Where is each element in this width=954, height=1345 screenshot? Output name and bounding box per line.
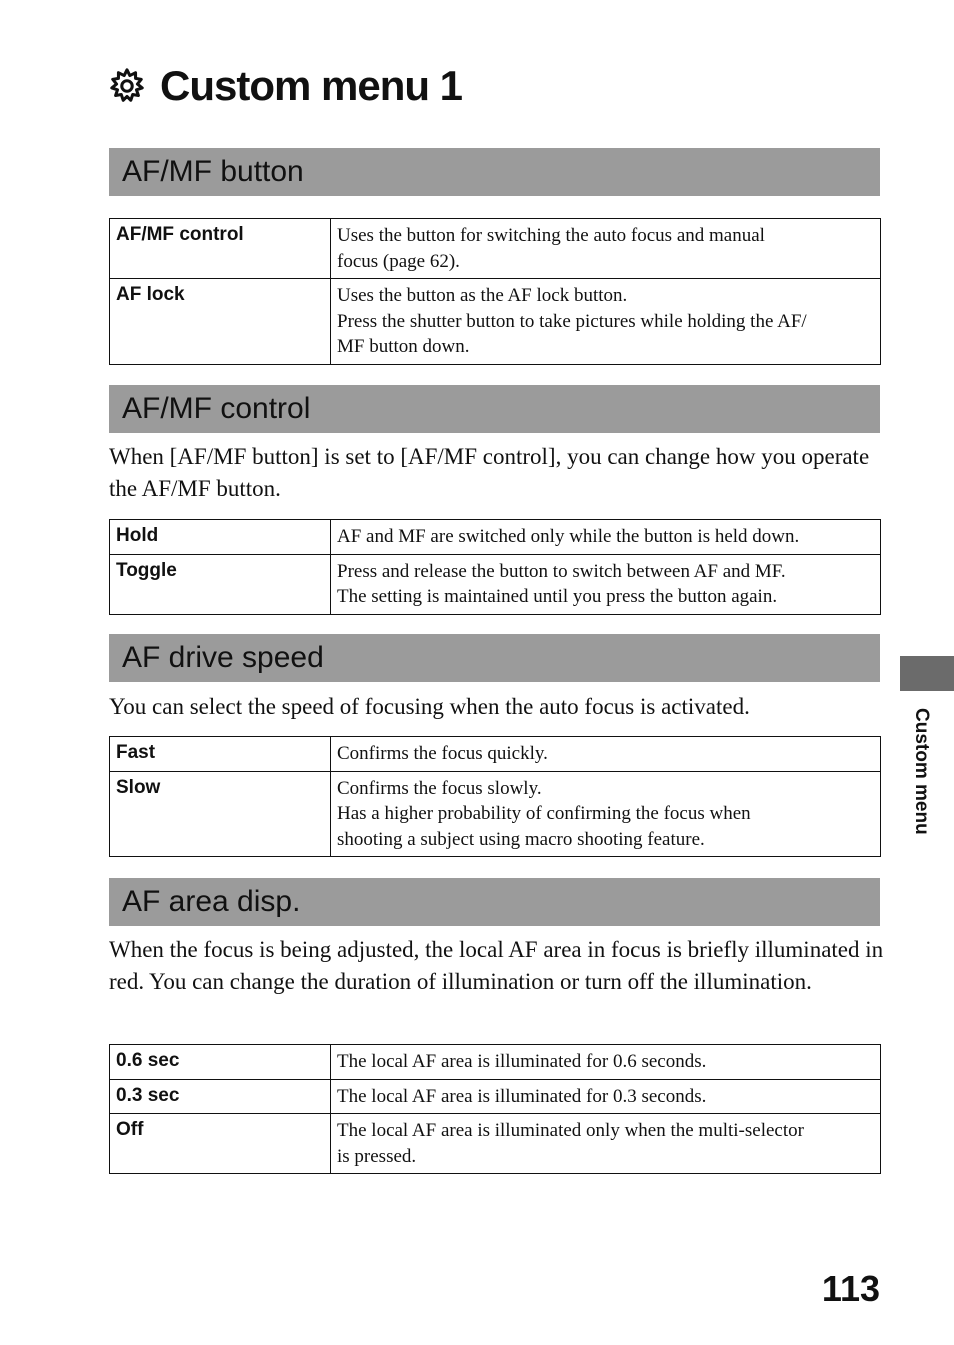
option-description: The local AF area is illuminated for 0.6 seconds. [331,1045,881,1080]
table-row [110,1079,881,1114]
section-heading-af-mf-button: AF/MF button [109,148,880,196]
table-row [110,771,881,857]
table-row [110,554,881,614]
chapter-tab-label: Custom menu [911,708,932,835]
option-description: The local AF area is illuminated only when the multi-selector is pressed. [331,1114,881,1174]
table-row [110,1045,881,1080]
option-name: Off [110,1114,331,1174]
option-name: Fast [110,737,331,772]
section-heading-af-drive-speed: AF drive speed [109,634,880,682]
option-description: Press and release the button to switch between AF and MF. The setting is maintained until you press the button again. [331,554,881,614]
options-table-af-mf-control [109,519,881,615]
option-description: Confirms the focus slowly. Has a higher probability of confirming the focus when shooting a subject using macro shooting feature. [331,771,881,857]
option-name: Hold [110,520,331,555]
option-description: AF and MF are switched only while the button is held down. [331,520,881,555]
section-intro: You can select the speed of focusing when the auto focus is activated. [109,694,750,719]
option-description: The local AF area is illuminated for 0.3 seconds. [331,1079,881,1114]
section-intro: When [AF/MF button] is set to [AF/MF control], you can change how you operate the AF/MF button. [109,444,870,501]
table-row [110,1114,881,1174]
options-table-af-area-disp [109,1044,881,1174]
option-name: AF lock [110,279,331,365]
option-description: Uses the button as the AF lock button. Press the shutter button to take pictures while holding the AF/ MF button down. [331,279,881,365]
option-name: Slow [110,771,331,857]
table-row [110,737,881,772]
options-table-af-drive-speed [109,736,881,857]
option-description: Uses the button for switching the auto focus and manual focus (page 62). [331,219,881,279]
options-table-af-mf-button [109,218,881,365]
table-row [110,520,881,555]
gear-icon [108,67,146,105]
option-name: AF/MF control [110,219,331,279]
section-heading-af-area-disp: AF area disp. [109,878,880,926]
option-name: 0.6 sec [110,1045,331,1080]
page-number: 113 [821,1268,880,1309]
option-name: 0.3 sec [110,1079,331,1114]
table-row [110,279,881,365]
section-intro: When the focus is being adjusted, the local AF area in focus is briefly illuminated in red. You can change the duration of illumination or turn off the illumination. [109,937,884,994]
table-row [110,219,881,279]
page-title [108,62,462,110]
option-name: Toggle [110,554,331,614]
option-description: Confirms the focus quickly. [331,737,881,772]
page-title-text: Custom menu 1 [160,62,463,109]
chapter-tab-marker [900,656,954,691]
section-heading-af-mf-control: AF/MF control [109,385,880,433]
